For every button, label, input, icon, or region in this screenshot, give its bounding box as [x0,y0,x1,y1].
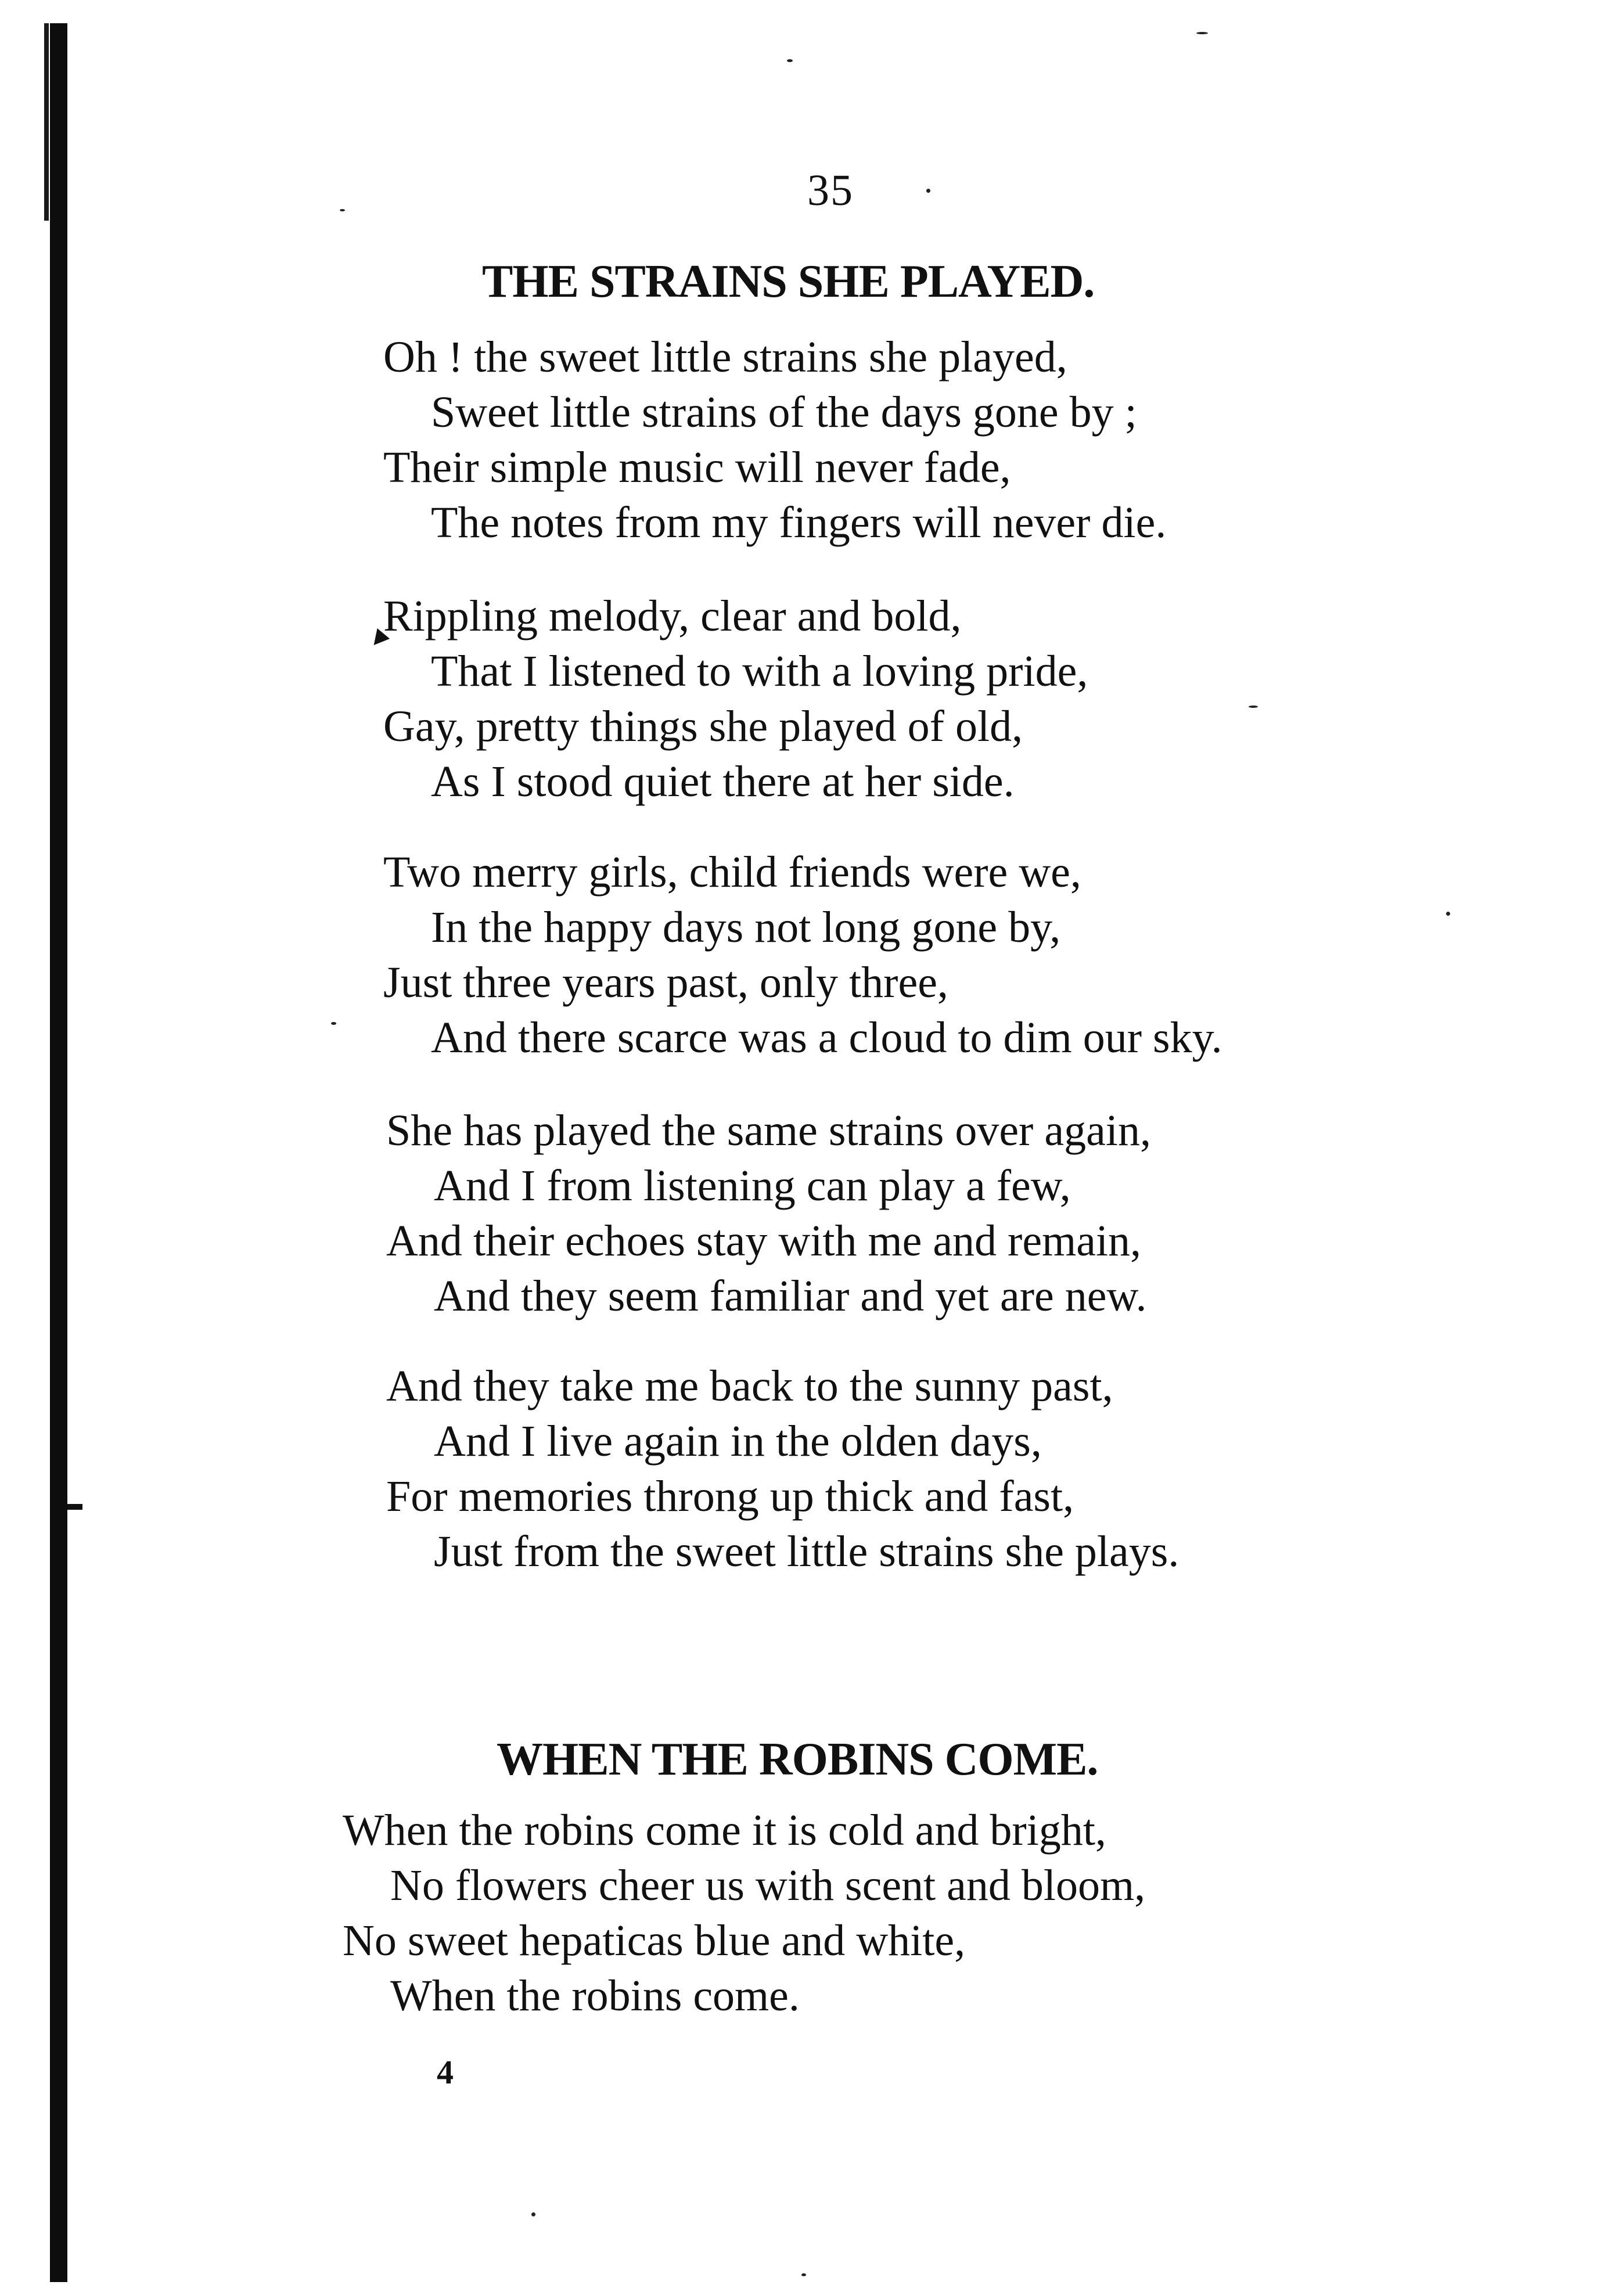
print-speck [1249,706,1258,708]
poem-stanza [343,1803,1145,2024]
poem-line: And there scarce was a cloud to dim our sky. [431,1013,1222,1062]
signature-mark: 4 [437,2053,454,2091]
print-speck [926,189,930,193]
poem-title: THE STRAINS SHE PLAYED. [482,256,1095,307]
binding-edge [50,23,67,2282]
poem-line: That I listened to with a loving pride, [431,647,1088,696]
poem-stanza [383,589,1088,809]
binding-notch [67,1504,82,1510]
poem-line: Two merry girls, child friends were we, [383,848,1081,897]
print-speck [531,2212,535,2216]
print-speck [787,59,793,62]
poem-line: Sweet little strains of the days gone by ; [431,388,1137,437]
poem-line: And I from listening can play a few, [434,1161,1071,1210]
poem-stanza [386,1103,1151,1324]
poem-line: Rippling melody, clear and bold, [383,592,962,640]
poem-stanza [383,330,1166,550]
poem-line: When the robins come it is cold and bright, [343,1806,1106,1855]
poem-stanza [386,1359,1179,1579]
poem-line: And I live again in the olden days, [434,1417,1042,1466]
poem-title: WHEN THE ROBINS COME. [497,1734,1098,1785]
print-speck [1446,912,1450,916]
print-speck [801,2273,806,2276]
poem-line: When the robins come. [390,1971,800,2020]
poem-line: And they take me back to the sunny past, [386,1362,1113,1410]
poem-line: As I stood quiet there at her side. [431,757,1015,806]
print-speck [340,209,345,211]
poem-line: And they seem familiar and yet are new. [434,1272,1147,1320]
poem-line: Just three years past, only three, [383,958,948,1007]
poem-line: In the happy days not long gone by, [431,903,1061,952]
print-speck [331,1022,336,1025]
binding-edge-shadow [44,23,49,221]
poem-line: For memories throng up thick and fast, [386,1472,1074,1521]
poem-line: And their echoes stay with me and remain, [386,1217,1142,1265]
poem-line: Gay, pretty things she played of old, [383,702,1023,751]
poem-line: Just from the sweet little strains she plays. [434,1527,1180,1576]
poem-line: She has played the same strains over again, [386,1106,1151,1155]
page-number: 35 [807,166,854,215]
poem-stanza [383,845,1222,1066]
poem-line: No flowers cheer us with scent and bloom, [390,1861,1146,1910]
poem-line: Oh ! the sweet little strains she played, [383,333,1067,382]
poem-line: The notes from my fingers will never die. [431,498,1167,547]
poem-line: No sweet hepaticas blue and white, [343,1916,966,1965]
print-speck [1196,32,1208,34]
poem-line: Their simple music will never fade, [383,443,1011,492]
